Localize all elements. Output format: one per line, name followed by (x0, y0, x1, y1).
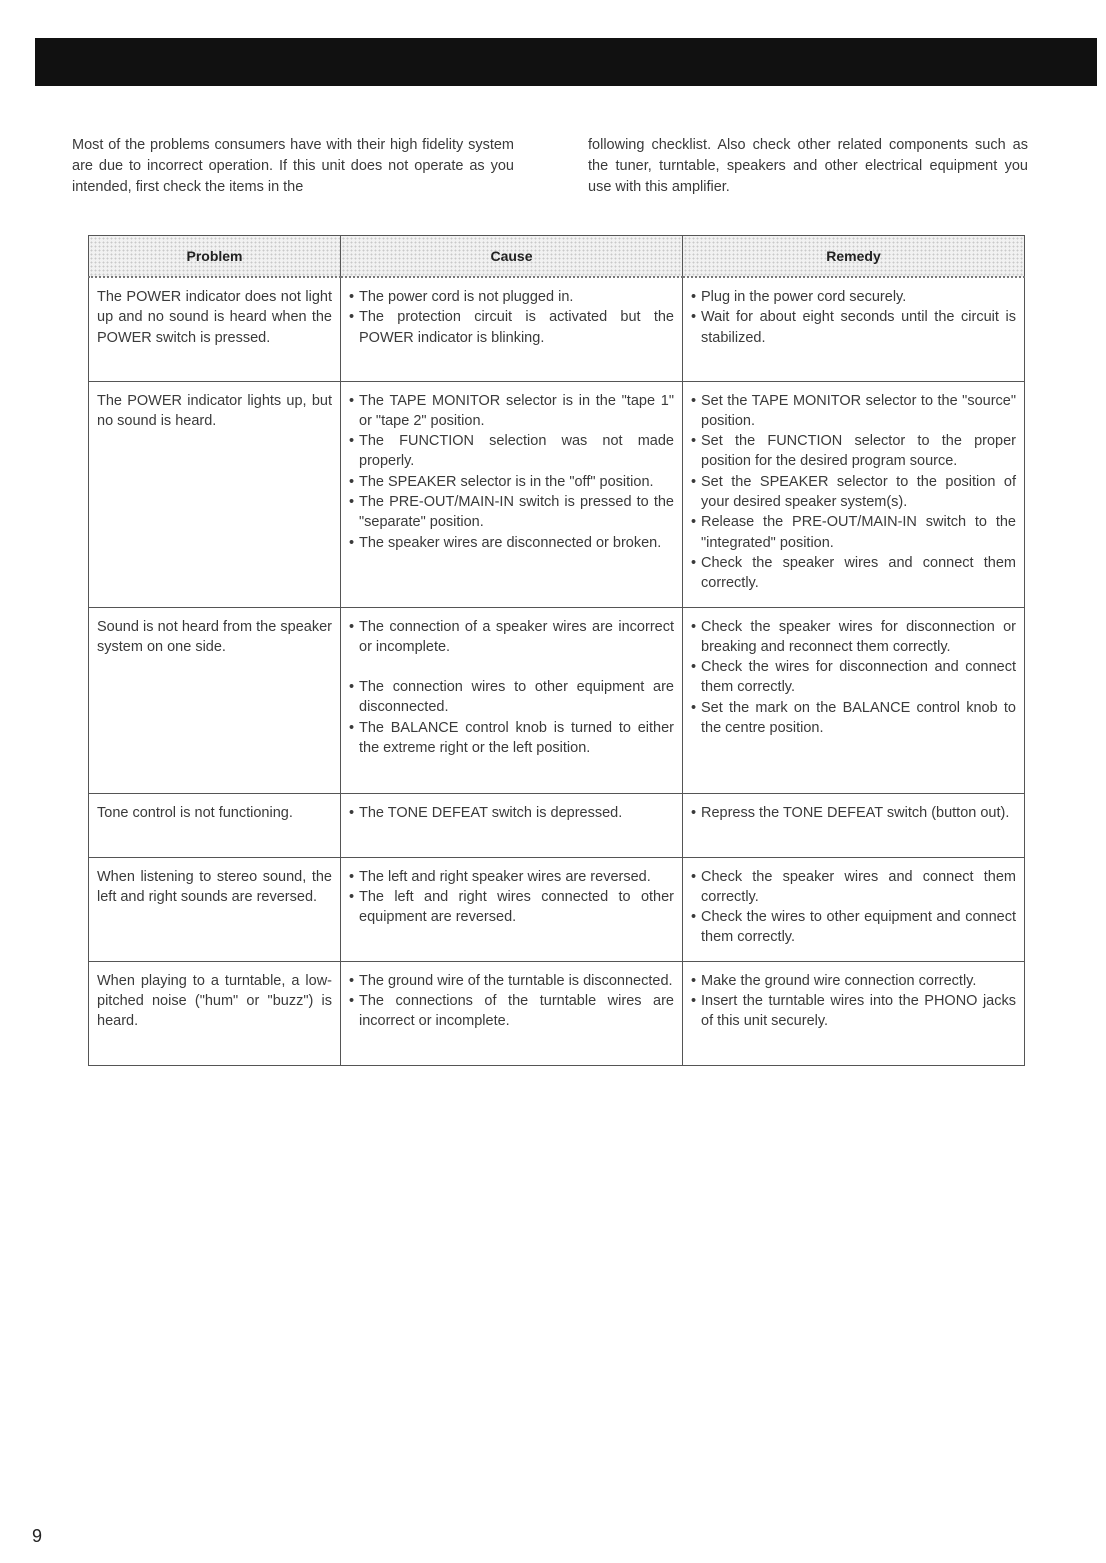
remedy-item: • Set the mark on the BALANCE control knob to the centre position. (691, 698, 1016, 739)
cause-cell (341, 857, 683, 961)
remedy-item: • Set the FUNCTION selector to the proper position for the desired program source. (691, 431, 1016, 472)
cause-cell (341, 961, 683, 1065)
intro-paragraph-left: Most of the problems consumers have with their high fidelity system are due to incorrect operation. If this unit does not operate as you intended, first check the items in the (72, 136, 514, 195)
table-row (89, 607, 1025, 793)
cause-item: • The connections of the turntable wires are incorrect or incomplete. (349, 991, 674, 1032)
problem-cell: When playing to a turntable, a low-pitched noise ("hum" or "buzz") is heard. (89, 961, 341, 1065)
remedy-item: • Check the speaker wires for disconnection or breaking and reconnect them correctly. (691, 617, 1016, 658)
cause-item: • The protection circuit is activated but the POWER indicator is blinking. (349, 307, 674, 348)
table-row (89, 381, 1025, 607)
remedy-cell (683, 607, 1025, 793)
remedy-item: • Insert the turntable wires into the PHONO jacks of this unit securely. (691, 991, 1016, 1032)
cause-cell (341, 607, 683, 793)
cause-item: • The TONE DEFEAT switch is depressed. (349, 803, 674, 823)
remedy-item: • Release the PRE-OUT/MAIN-IN switch to the "integrated" position. (691, 512, 1016, 553)
problem-cell: The POWER indicator lights up, but no sound is heard. (89, 381, 341, 607)
table-row (89, 277, 1025, 381)
problem-cell: When listening to stereo sound, the left and right sounds are reversed. (89, 857, 341, 961)
cause-item: • The left and right speaker wires are reversed. (349, 867, 674, 887)
cause-item: • The BALANCE control knob is turned to either the extreme right or the left position. (349, 718, 674, 759)
header-remedy: Remedy (683, 236, 1025, 278)
header-problem: Problem (89, 236, 341, 278)
remedy-item: • Make the ground wire connection correctly. (691, 971, 1016, 991)
problem-cell: The POWER indicator does not light up and no sound is heard when the POWER switch is pressed. (89, 277, 341, 381)
remedy-item: • Check the speaker wires and connect them correctly. (691, 553, 1016, 594)
cause-item: • The SPEAKER selector is in the "off" position. (349, 472, 674, 492)
remedy-item: • Plug in the power cord securely. (691, 287, 1016, 307)
table-row (89, 961, 1025, 1065)
remedy-item: • Check the speaker wires and connect them correctly. (691, 867, 1016, 908)
troubleshooting-table (88, 235, 1025, 1066)
cause-item: • The FUNCTION selection was not made properly. (349, 431, 674, 472)
remedy-item: • Check the wires to other equipment and connect them correctly. (691, 907, 1016, 948)
remedy-item: • Set the TAPE MONITOR selector to the "source" position. (691, 391, 1016, 432)
problem-cell: Tone control is not functioning. (89, 793, 341, 857)
cause-item: • The PRE-OUT/MAIN-IN switch is pressed to the "separate" position. (349, 492, 674, 533)
cause-item: • The ground wire of the turntable is disconnected. (349, 971, 674, 991)
header-bar (35, 38, 1097, 86)
remedy-item: • Wait for about eight seconds until the circuit is stabilized. (691, 307, 1016, 348)
cause-item: • The connection of a speaker wires are incorrect or incomplete. (349, 617, 674, 658)
cause-item: • The TAPE MONITOR selector is in the "tape 1" or "tape 2" position. (349, 391, 674, 432)
table-header-row (89, 236, 1025, 278)
remedy-cell (683, 961, 1025, 1065)
intro-paragraph-right: following checklist. Also check other related components such as the tuner, turntable, speakers and other electrical equipment you use with this amplifier. (588, 136, 1028, 195)
table-row (89, 857, 1025, 961)
cause-item: • The left and right wires connected to other equipment are reversed. (349, 887, 674, 928)
cause-item: • The speaker wires are disconnected or broken. (349, 533, 674, 553)
remedy-item: • Check the wires for disconnection and connect them correctly. (691, 657, 1016, 698)
header-cause: Cause (341, 236, 683, 278)
remedy-cell (683, 381, 1025, 607)
cause-cell (341, 381, 683, 607)
page-number: 9 (32, 1526, 43, 1546)
remedy-cell (683, 277, 1025, 381)
cause-cell (341, 793, 683, 857)
cause-item: • The power cord is not plugged in. (349, 287, 674, 307)
remedy-cell (683, 793, 1025, 857)
problem-cell: Sound is not heard from the speaker system on one side. (89, 607, 341, 793)
remedy-item: • Set the SPEAKER selector to the position of your desired speaker system(s). (691, 472, 1016, 513)
remedy-item: • Repress the TONE DEFEAT switch (button out). (691, 803, 1016, 823)
cause-item: • The connection wires to other equipment are disconnected. (349, 677, 674, 718)
remedy-cell (683, 857, 1025, 961)
table-row (89, 793, 1025, 857)
cause-cell (341, 277, 683, 381)
